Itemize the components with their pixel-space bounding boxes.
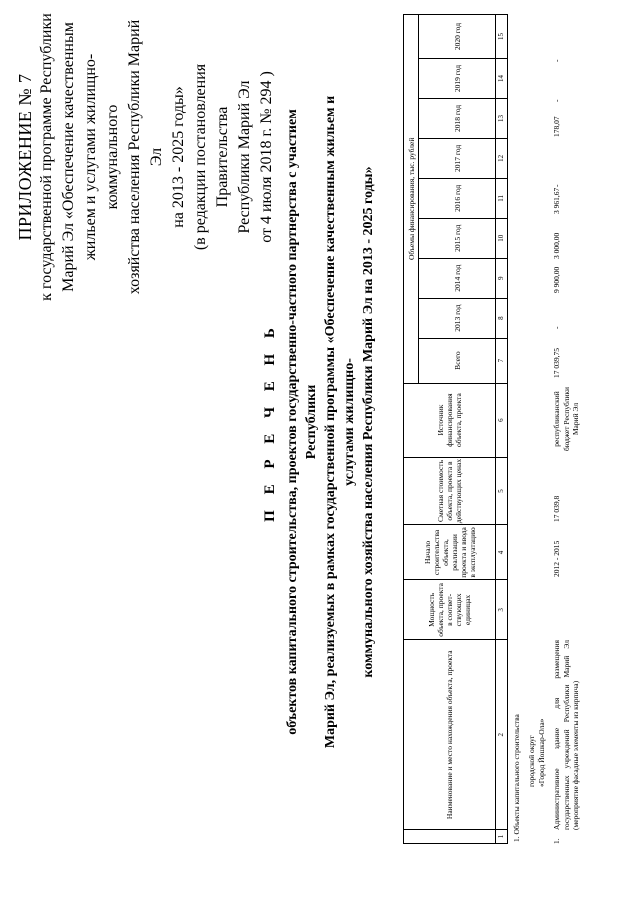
row-value: - [552, 59, 561, 62]
appendix-line: Марий Эл «Обеспечение качественным [60, 22, 77, 292]
column-number: 4 [496, 525, 508, 580]
column-number-row [496, 15, 508, 844]
appendix-line: (в редакции постановления Правительства [192, 63, 231, 251]
row-estimate: 17 039,8 [552, 495, 561, 522]
header-year: 2014 год [419, 258, 496, 298]
appendix-block [14, 12, 278, 302]
title-line: Марий Эл, реализуемых в рамках государственной программы «Обеспечение качественным жильем и услугами жилищно- [323, 95, 357, 749]
column-number: 1 [496, 830, 508, 844]
row-period: 2012 - 2015 [552, 540, 561, 577]
row-value: - [552, 99, 561, 102]
document-heading: П Е Р Е Ч Е Н Ь [262, 322, 278, 522]
appendix-title: ПРИЛОЖЕНИЕ № 7 [15, 73, 35, 241]
column-number: 12 [496, 138, 508, 178]
document-title [262, 72, 378, 772]
appendix-line: на 2013 - 2025 годы» [170, 86, 187, 228]
column-number: 8 [496, 298, 508, 338]
subsection-line: городской округ [527, 735, 536, 787]
column-number: 5 [496, 457, 508, 525]
title-line: коммунального хозяйства населения Республики Марий Эл на 2013 - 2025 годы» [361, 166, 376, 678]
row-value: - [552, 326, 561, 329]
appendix-line: жильем и услугами жилищно- коммунального [82, 53, 121, 261]
header-funding-group: Объемы финансирования, тыс. рублей [404, 15, 419, 384]
column-number: 10 [496, 218, 508, 258]
column-number: 7 [496, 338, 508, 383]
appendix-line: от 4 июля 2018 г. № 294 ) [258, 71, 275, 243]
column-number: 9 [496, 258, 508, 298]
column-number: 6 [496, 383, 508, 457]
appendix-line: Республики Марий Эл [236, 80, 253, 234]
header-num-cell [404, 830, 496, 844]
title-line: объектов капитального строительства, проектов государственно-частного партнерства с участием Республики [285, 109, 319, 735]
header-period: Начало строительства объекта, реализации проекта и ввода в эксплуатацию [404, 525, 496, 580]
row-name: Административное здание для размещения государственных учреждений Республики Марий Эл (мероприятие фасадные элементы из кирпича) [552, 640, 580, 830]
header-estimate: Сметная стоимость объекта, проекта в действующих ценах [404, 457, 496, 525]
table-header-row [404, 15, 419, 844]
header-capacity: Мощность объекта, проекта в соответ-ствующих единицах [404, 580, 496, 640]
subsection-line: «Город Йошкар-Ола» [537, 718, 546, 787]
header-year: 2013 год [419, 298, 496, 338]
row-total: 17 039,75 [552, 348, 561, 378]
column-number: 2 [496, 640, 508, 830]
header-year: 2018 год [419, 99, 496, 139]
row-value: 3 961,67 [552, 187, 561, 214]
column-number: 3 [496, 580, 508, 640]
row-value: 178,07 [552, 116, 561, 137]
header-year: 2020 год [419, 15, 496, 59]
column-number: 14 [496, 59, 508, 99]
appendix-line: хозяйства населения Республики Марий Эл [126, 19, 165, 295]
row-value: - [552, 184, 561, 187]
row-value: 3 000,00 [552, 232, 561, 259]
header-total: Всего [419, 338, 496, 383]
column-number: 13 [496, 99, 508, 139]
section-heading: 1. Объекты капитального строительства [512, 714, 521, 842]
funding-table [403, 14, 508, 844]
column-number: 11 [496, 178, 508, 218]
header-year: 2019 год [419, 59, 496, 99]
header-year: 2015 год [419, 218, 496, 258]
appendix-line: к государственной программе Республики [38, 13, 55, 301]
row-source: республиканский бюджет Республики Марий Эл [552, 386, 580, 452]
row-value: 9 900,00 [552, 266, 561, 293]
header-year: 2016 год [419, 178, 496, 218]
header-year: 2017 год [419, 138, 496, 178]
header-source: Источник финансирования объекта, проекта [404, 383, 496, 457]
header-name: Наименование и место нахождения объекта, проекта [404, 640, 496, 830]
row-number: 1. [552, 838, 561, 844]
column-number: 15 [496, 15, 508, 59]
